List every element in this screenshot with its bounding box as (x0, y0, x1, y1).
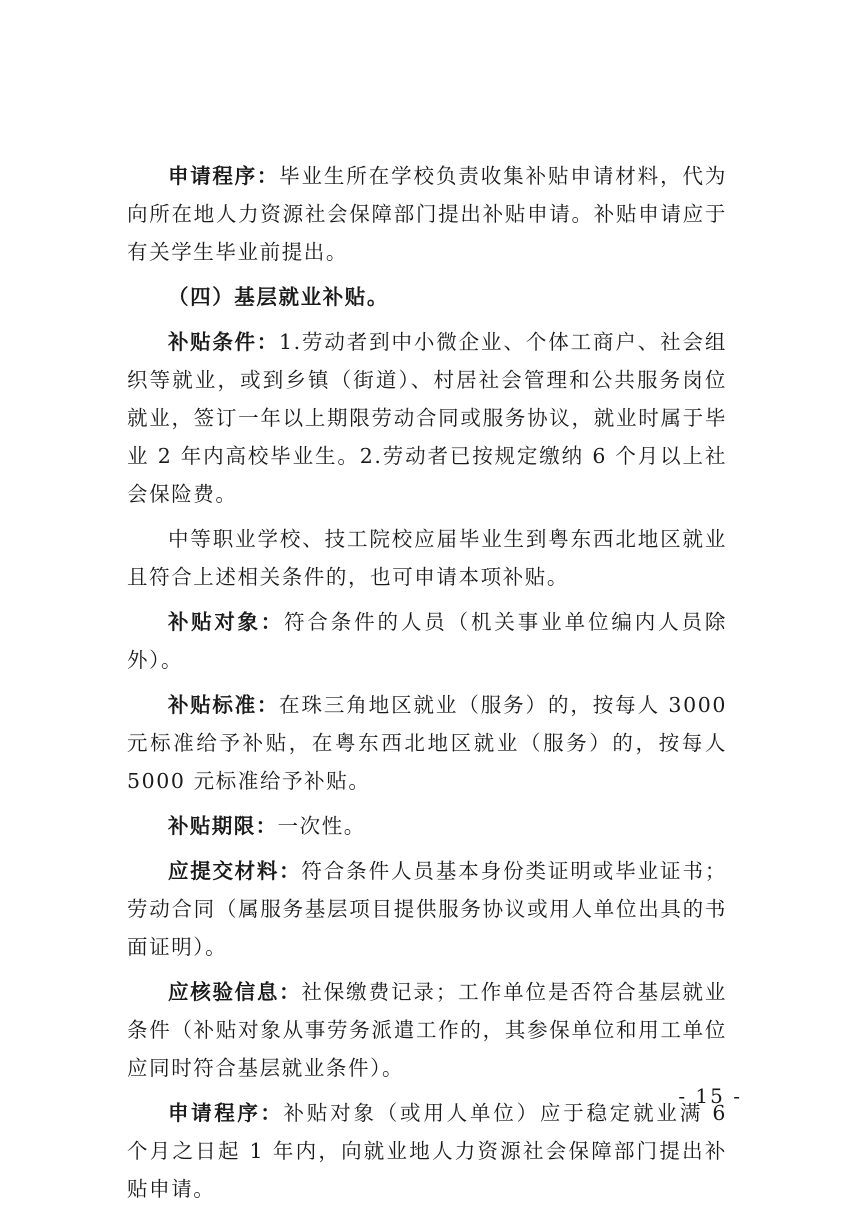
section-heading-grassroots-subsidy: （四）基层就业补贴。 (168, 285, 389, 309)
paragraph-application-procedure-1 (127, 157, 727, 271)
label-application-procedure-2: 申请程序： (168, 1101, 284, 1125)
text-subsidy-period: 一次性。 (277, 814, 366, 838)
text-subsidy-standard: 在珠三角地区就业（服务）的，按每人 3000 元标准给予补贴，在粤东西北地区就业（服务）的，按每人 5000 元标准给予补贴。 (127, 693, 727, 793)
text-required-materials: 符合条件人员基本身份类证明或毕业证书；劳动合同（属服务基层项目提供服务协议或用人单位出具的书面证明）。 (127, 859, 727, 959)
page-number: - 15 - (678, 1084, 742, 1108)
paragraph-required-materials (127, 852, 727, 966)
paragraph-application-procedure-2 (127, 1094, 727, 1208)
text-subsidy-target: 符合条件的人员（机关事业单位编内人员除外）。 (127, 610, 727, 672)
document-body (127, 157, 727, 1215)
label-verification-info: 应核验信息： (168, 980, 302, 1004)
paragraph-subsidy-period (127, 807, 727, 845)
label-subsidy-standard: 补贴标准： (168, 693, 280, 717)
label-application-procedure-1: 申请程序： (168, 164, 280, 188)
text-application-procedure-2: 补贴对象（或用人单位）应于稳定就业满 6 个月之日起 1 年内，向就业地人力资源社会保障部门提出补贴申请。 (127, 1101, 727, 1201)
label-subsidy-target: 补贴对象： (168, 610, 284, 634)
label-subsidy-conditions: 补贴条件： (168, 330, 279, 354)
text-verification-info: 社保缴费记录；工作单位是否符合基层就业条件（补贴对象从事劳务派遣工作的，其参保单位和用工单位应同时符合基层就业条件）。 (127, 980, 727, 1080)
text-subsidy-conditions: 1.劳动者到中小微企业、个体工商户、社会组织等就业，或到乡镇（街道）、村居社会管理和公共服务岗位就业，签订一年以上期限劳动合同或服务协议，就业时属于毕业 2 年内高校毕业生。2.劳动者已按规定缴纳 6 个月以上社会保险费。 (127, 330, 728, 506)
paragraph-verification-info (127, 973, 727, 1087)
text-application-procedure-1: 毕业生所在学校负责收集补贴申请材料，代为向所在地人力资源社会保障部门提出补贴申请。补贴申请应于有关学生毕业前提出。 (127, 164, 727, 264)
label-required-materials: 应提交材料： (168, 859, 302, 883)
paragraph-subsidy-target (127, 603, 727, 679)
paragraph-vocational-graduates: 中等职业学校、技工院校应届毕业生到粤东西北地区就业且符合上述相关条件的，也可申请本项补贴。 (127, 527, 727, 589)
paragraph-subsidy-conditions (127, 323, 727, 513)
paragraph-subsidy-standard (127, 686, 727, 800)
label-subsidy-period: 补贴期限： (168, 814, 278, 838)
